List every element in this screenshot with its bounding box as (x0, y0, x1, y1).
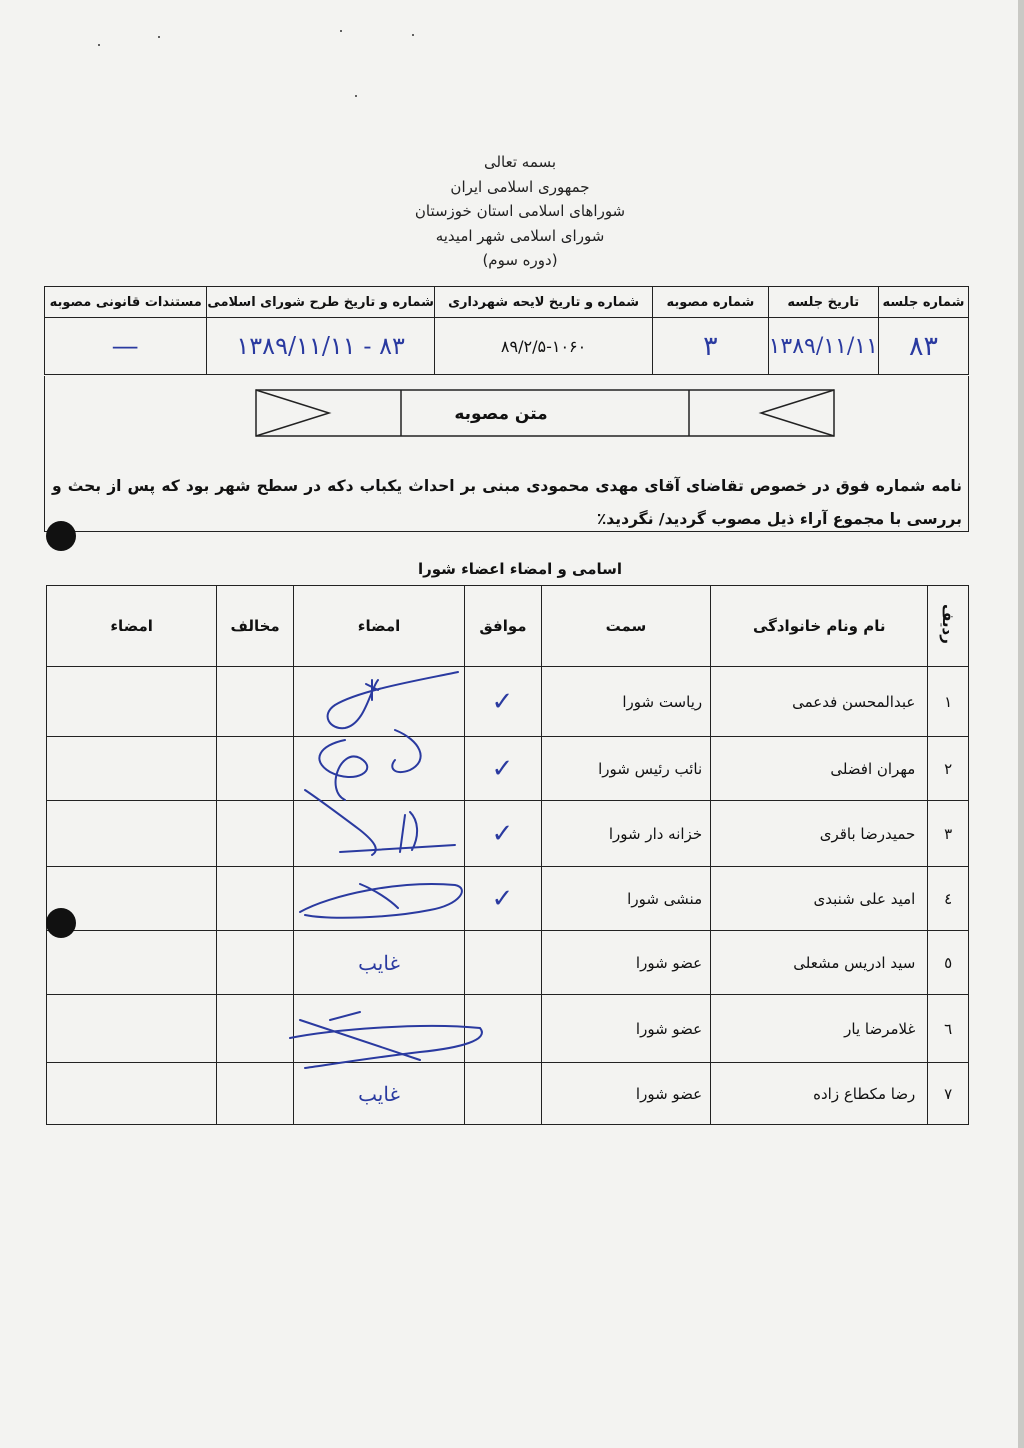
meta-header-legal-docs: مستندات قانونی مصوبه (45, 287, 207, 318)
header-line-5: (دوره سوم) (482, 251, 558, 269)
row-oppose (217, 801, 294, 867)
scan-speck (412, 34, 414, 36)
session-no-value: ۸۳ (908, 330, 938, 362)
resolution-meta-table (44, 286, 969, 375)
absent-note: غایب (358, 950, 400, 975)
row-agree (465, 995, 542, 1063)
row-oppose (217, 995, 294, 1063)
members-header-oppose: مخالف (217, 586, 294, 667)
scan-speck (355, 95, 357, 97)
header-line-2: جمهوری اسلامی ایران (450, 177, 590, 196)
row-role: ریاست شورا (541, 667, 710, 737)
row-oppose (217, 1063, 294, 1125)
members-table (46, 585, 969, 1125)
row-signature2 (47, 1063, 217, 1125)
row-name: امید علی شنبدی (711, 867, 928, 931)
meta-session-date (768, 318, 878, 375)
members-header-idx: ردیف (928, 586, 969, 667)
row-signature (293, 801, 464, 867)
row-idx: ۳ (928, 801, 969, 867)
row-idx: ۱ (928, 667, 969, 737)
row-idx: ٦ (928, 995, 969, 1063)
table-row (47, 867, 969, 931)
members-header-signature2: امضاء (47, 586, 217, 667)
meta-session-no (878, 318, 968, 375)
row-idx: ۲ (928, 737, 969, 801)
legal-docs-value: — (111, 330, 140, 362)
row-oppose (217, 667, 294, 737)
row-signature (293, 931, 464, 995)
table-row (47, 667, 969, 737)
agree-check: ✓ (491, 686, 515, 717)
row-name: مهران افضلی (711, 737, 928, 801)
scan-speck (98, 44, 100, 46)
table-row (47, 801, 969, 867)
table-row (47, 931, 969, 995)
row-role: عضو شورا (541, 1063, 710, 1125)
resolution-no-value: ۳ (703, 330, 718, 362)
meta-header-session-no: شماره جلسه (878, 287, 968, 318)
punch-hole (46, 521, 76, 551)
meta-header-bill-no-date: شماره و تاریخ لایحه شهرداری (434, 287, 652, 318)
row-name: عبدالمحسن فدعمی (711, 667, 928, 737)
scan-speck (340, 30, 342, 32)
resolution-title: متن مصوبه (454, 404, 548, 424)
header-line-1: بسمه تعالی (483, 153, 557, 171)
row-signature (293, 667, 464, 737)
meta-header-plan-no-date: شماره و تاریخ طرح شورای اسلامی (207, 287, 435, 318)
row-name: غلامرضا یار (711, 995, 928, 1063)
row-signature2 (47, 931, 217, 995)
row-signature2 (47, 737, 217, 801)
row-role: منشی شورا (541, 867, 710, 931)
row-name: رضا مکطاع زاده (711, 1063, 928, 1125)
scan-page-edge (1018, 0, 1024, 1448)
members-header-signature: امضاء (293, 586, 464, 667)
meta-header-resolution-no: شماره مصوبه (653, 287, 768, 318)
meta-header-session-date: تاریخ جلسه (768, 287, 878, 318)
agree-check: ✓ (491, 818, 515, 849)
header-line-3: شوراهای اسلامی استان خوزستان (414, 202, 626, 220)
members-header-agree: موافق (465, 586, 542, 667)
row-agree (465, 931, 542, 995)
row-agree (465, 737, 542, 801)
header-line-4: شورای اسلامی شهر امیدیه (435, 226, 605, 245)
row-agree (465, 1063, 542, 1125)
meta-plan-no-date (207, 318, 435, 375)
absent-note: غایب (358, 1081, 400, 1106)
row-oppose (217, 931, 294, 995)
row-signature2 (47, 995, 217, 1063)
row-agree (465, 667, 542, 737)
members-header-name: نام ونام خانوادگی (711, 586, 928, 667)
resolution-text: نامه شماره فوق در خصوص تقاضای آقای مهدی محمودی مبنی بر احداث یکباب دکه در سطح شهر بود که پس از بحث و بررسی با مجموع آراء ذیل مصوب گردید/ نگردید٪ (52, 477, 962, 528)
row-idx: ۷ (928, 1063, 969, 1125)
row-agree (465, 801, 542, 867)
row-name: حمیدرضا باقری (711, 801, 928, 867)
session-date-value: ۱۳۸۹/۱۱/۱۱ (768, 333, 878, 359)
row-role: عضو شورا (541, 995, 710, 1063)
bill-no-date-value: ۸۹/۲/۵-۱۰۶۰ (500, 336, 587, 356)
row-oppose (217, 737, 294, 801)
row-signature (293, 737, 464, 801)
row-role: خزانه دار شورا (541, 801, 710, 867)
punch-hole (46, 908, 76, 938)
row-idx: ٤ (928, 867, 969, 931)
table-row (47, 995, 969, 1063)
row-signature (293, 995, 464, 1063)
meta-resolution-no (653, 318, 768, 375)
letterhead (380, 150, 660, 273)
row-signature (293, 1063, 464, 1125)
table-row (47, 737, 969, 801)
agree-check: ✓ (491, 883, 515, 914)
row-oppose (217, 867, 294, 931)
row-agree (465, 867, 542, 931)
row-role: عضو شورا (541, 931, 710, 995)
scan-speck (158, 36, 160, 38)
plan-no-date-value: ۸۳ - ۱۳۸۹/۱۱/۱۱ (236, 332, 405, 360)
members-title: اسامی و امضاء اعضاء شورا (417, 560, 623, 578)
row-role: نائب رئیس شورا (541, 737, 710, 801)
table-row (47, 1063, 969, 1125)
members-header-role: سمت (541, 586, 710, 667)
row-signature2 (47, 801, 217, 867)
row-signature (293, 867, 464, 931)
meta-legal-docs (45, 318, 207, 375)
row-idx: ٥ (928, 931, 969, 995)
agree-check: ✓ (491, 753, 515, 784)
row-name: سید ادریس مشعلی (711, 931, 928, 995)
row-signature2 (47, 667, 217, 737)
meta-bill-no-date (434, 318, 652, 375)
